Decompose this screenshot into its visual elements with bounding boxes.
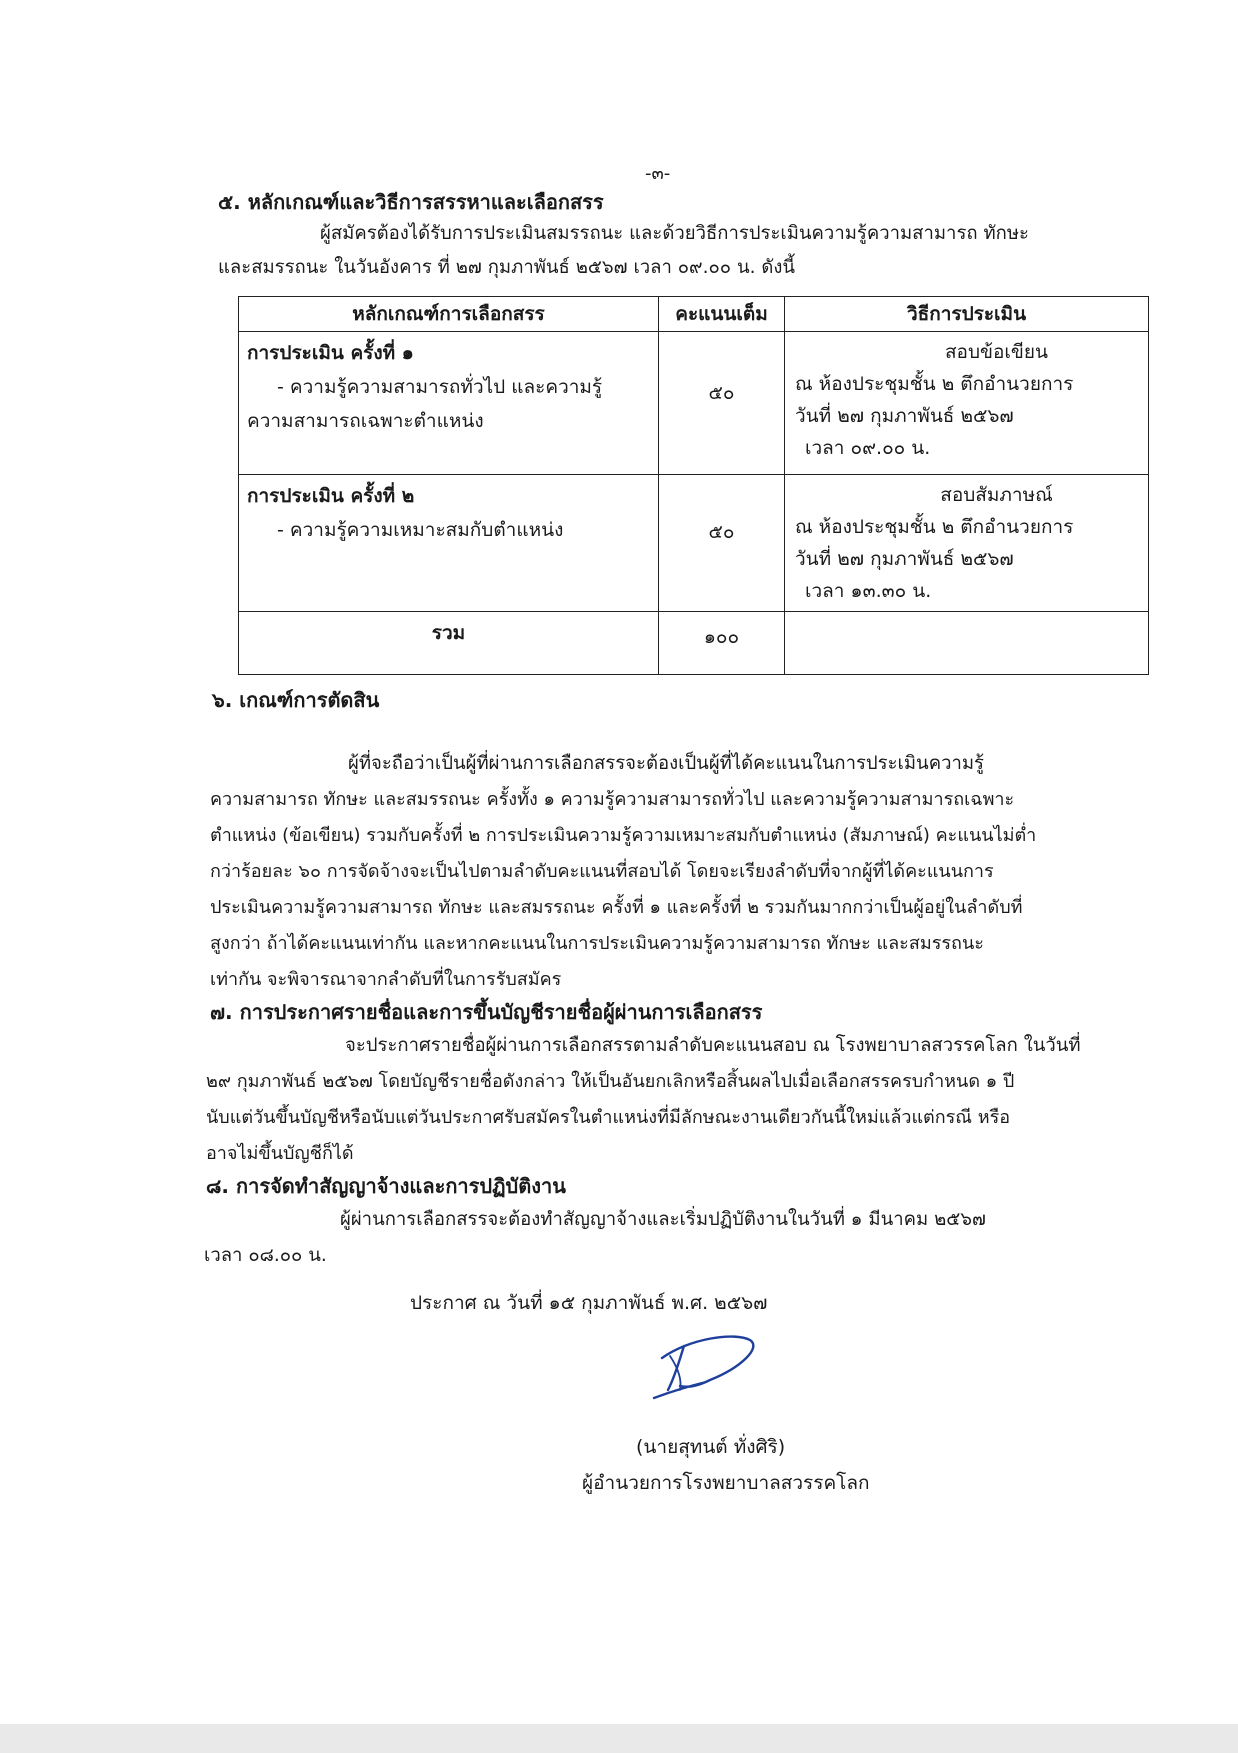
header-method: วิธีการประเมิน — [785, 297, 1149, 332]
row2-title: การประเมิน ครั้งที่ ๒ — [247, 485, 415, 507]
row1-score: ๕๐ — [708, 382, 735, 404]
row2-method-line-2: ณ ห้องประชุมชั้น ๒ ตึกอำนวยการ — [795, 516, 1074, 538]
section5-heading: ๕. หลักเกณฑ์และวิธีการสรรหาและเลือกสรร — [218, 190, 604, 214]
header-full-score: คะแนนเต็ม — [659, 297, 785, 332]
section6-line-3: ตำแหน่ง (ข้อเขียน) รวมกับครั้งที่ ๒ การประเมินความรู้ความเหมาะสมกับตำแหน่ง (สัมภาษณ์) คะแนนไม่ต่ำ — [210, 825, 1037, 846]
section6-heading: ๖. เกณฑ์การตัดสิน — [212, 688, 380, 712]
total-score: ๑๐๐ — [703, 626, 740, 648]
criteria-table — [238, 296, 1149, 675]
row1-method-cell — [785, 332, 1149, 475]
section6-line-1: ผู้ที่จะถือว่าเป็นผู้ที่ผ่านการเลือกสรรจะต้องเป็นผู้ที่ได้คะแนนในการประเมินความรู้ — [348, 753, 984, 774]
row2-method-cell — [785, 475, 1149, 612]
row1-method-line-2: ณ ห้องประชุมชั้น ๒ ตึกอำนวยการ — [795, 373, 1074, 395]
total-score-cell — [659, 612, 785, 675]
row2-criteria-cell — [239, 475, 659, 612]
row2-method-line-3: วันที่ ๒๗ กุมภาพันธ์ ๒๕๖๗ — [795, 548, 1014, 570]
section7-line-2: ๒๙ กุมภาพันธ์ ๒๕๖๗ โดยบัญชีรายชื่อดังกล่าว ให้เป็นอันยกเลิกหรือสิ้นผลไปเมื่อเลือกสรรครบกำหนด ๑ ปี — [206, 1071, 1015, 1092]
row1-method-line-4: เวลา ๐๙.๐๐ น. — [805, 437, 931, 459]
section5-line-1: ผู้สมัครต้องได้รับการประเมินสมรรถนะ และด้วยวิธีการประเมินความรู้ความสามารถ ทักษะ — [320, 223, 1029, 244]
section7-line-1: จะประกาศรายชื่อผู้ผ่านการเลือกสรรตามลำดับคะแนนสอบ ณ โรงพยาบาลสวรรคโลก ในวันที่ — [345, 1035, 1081, 1056]
total-label-cell — [239, 612, 659, 675]
section6-line-6: สูงกว่า ถ้าได้คะแนนเท่ากัน และหากคะแนนในการประเมินความรู้ความสามารถ ทักษะ และสมรรถนะ — [210, 933, 984, 954]
scan-bottom-edge — [0, 1724, 1238, 1753]
row1-method-line-3: วันที่ ๒๗ กุมภาพันธ์ ๒๕๖๗ — [795, 405, 1014, 427]
table-row — [239, 332, 1149, 475]
signer-name: (นายสุทนต์ ทั่งศิริ) — [636, 1436, 786, 1458]
section8-line-1: ผู้ผ่านการเลือกสรรจะต้องทำสัญญาจ้างและเริ่มปฏิบัติงานในวันที่ ๑ มีนาคม ๒๕๖๗ — [340, 1209, 986, 1230]
section7-heading: ๗. การประกาศรายชื่อและการขึ้นบัญชีรายชื่อผู้ผ่านการเลือกสรร — [210, 1000, 763, 1024]
signature-image — [640, 1328, 770, 1408]
row1-method-line-1: สอบข้อเขียน — [944, 341, 1049, 363]
section7-line-3: นับแต่วันขึ้นบัญชีหรือนับแต่วันประกาศรับสมัครในตำแหน่งที่มีลักษณะงานเดียวกันนี้ใหม่แล้วแต่กรณี หรือ — [206, 1107, 1011, 1128]
section6-line-4: กว่าร้อยละ ๖๐ การจัดจ้างจะเป็นไปตามลำดับคะแนนที่สอบได้ โดยจะเรียงลำดับที่จากผู้ที่ได้คะแนนการ — [210, 861, 994, 882]
section6-line-7: เท่ากัน จะพิจารณาจากลำดับที่ในการรับสมัคร — [210, 969, 562, 990]
row1-item-line-2: ความสามารถเฉพาะตำแหน่ง — [247, 410, 484, 432]
signer-position: ผู้อำนวยการโรงพยาบาลสวรรคโลก — [582, 1472, 870, 1494]
total-label: รวม — [431, 622, 466, 644]
section6-line-2: ความสามารถ ทักษะ และสมรรถนะ ครั้งทั้ง ๑ ความรู้ความสามารถทั่วไป และความรู้ความสามารถเฉพาะ — [210, 789, 1015, 810]
row1-title: การประเมิน ครั้งที่ ๑ — [247, 342, 414, 364]
row1-criteria-cell — [239, 332, 659, 475]
row2-score: ๕๐ — [708, 521, 735, 543]
row2-method-line-4: เวลา ๑๓.๓๐ น. — [805, 580, 932, 602]
row1-item-line-1: - ความรู้ความสามารถทั่วไป และความรู้ — [277, 376, 603, 398]
section6-line-5: ประเมินความรู้ความสามารถ ทักษะ และสมรรถนะ ครั้งที่ ๑ และครั้งที่ ๒ รวมกันมากกว่าเป็นผู้อยู่ในลำดับที่ — [210, 897, 1023, 918]
row1-score-cell — [659, 332, 785, 475]
section8-line-2: เวลา ๐๘.๐๐ น. — [204, 1245, 327, 1266]
table-row — [239, 475, 1149, 612]
table-total-row — [239, 612, 1149, 675]
page-number: -๓- — [645, 163, 671, 184]
section8-heading: ๘. การจัดทำสัญญาจ้างและการปฏิบัติงาน — [206, 1174, 566, 1198]
table-header-row — [239, 297, 1149, 332]
row2-item-line-1: - ความรู้ความเหมาะสมกับตำแหน่ง — [277, 519, 564, 541]
header-criteria: หลักเกณฑ์การเลือกสรร — [239, 297, 659, 332]
section5-line-2: และสมรรถนะ ในวันอังคาร ที่ ๒๗ กุมภาพันธ์ ๒๕๖๗ เวลา ๐๙.๐๐ น. ดังนี้ — [218, 257, 796, 278]
row2-method-line-1: สอบสัมภาษณ์ — [940, 484, 1053, 506]
announcement-date: ประกาศ ณ วันที่ ๑๕ กุมภาพันธ์ พ.ศ. ๒๕๖๗ — [410, 1292, 768, 1314]
row2-score-cell — [659, 475, 785, 612]
total-method-cell — [785, 612, 1149, 675]
section7-line-4: อาจไม่ขึ้นบัญชีก็ได้ — [206, 1143, 354, 1164]
